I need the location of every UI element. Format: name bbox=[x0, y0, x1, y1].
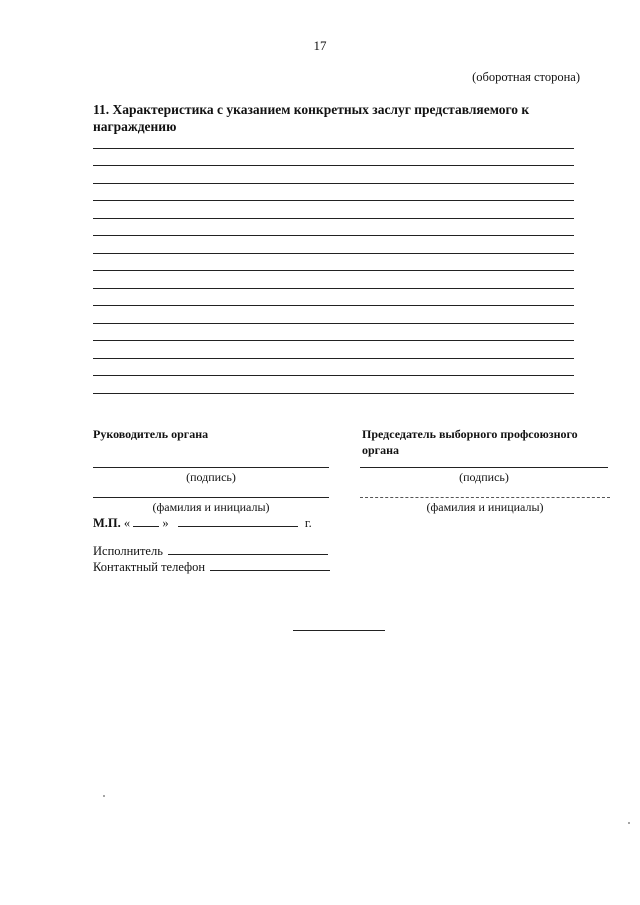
executor-label: Исполнитель bbox=[93, 544, 163, 558]
end-separator-line bbox=[293, 630, 385, 631]
phone-field[interactable] bbox=[210, 559, 330, 571]
writing-line bbox=[93, 218, 574, 219]
head-of-body-heading: Руководитель органа bbox=[93, 427, 209, 441]
side-note: (оборотная сторона) bbox=[472, 70, 580, 84]
writing-line bbox=[93, 358, 574, 359]
right-name-caption: (фамилия и инициалы) bbox=[426, 500, 544, 514]
scan-speck bbox=[103, 795, 105, 797]
writing-line bbox=[93, 253, 574, 254]
right-signature-line[interactable] bbox=[360, 467, 608, 468]
stamp-date-row bbox=[93, 515, 312, 531]
year-suffix: г. bbox=[304, 516, 312, 530]
section-title: 11. Характеристика с указанием конкретных заслуг представляемого к награждению bbox=[93, 102, 530, 134]
writing-line bbox=[93, 340, 574, 341]
writing-line bbox=[93, 375, 574, 376]
writing-line bbox=[93, 200, 574, 201]
writing-line bbox=[93, 235, 574, 236]
day-field[interactable] bbox=[133, 515, 159, 527]
writing-line bbox=[93, 270, 574, 271]
date-close-quote: » bbox=[162, 516, 169, 530]
writing-line bbox=[93, 183, 574, 184]
left-signature-line[interactable] bbox=[93, 467, 329, 468]
right-signature-caption: (подпись) bbox=[459, 470, 509, 484]
writing-line bbox=[93, 288, 574, 289]
union-chair-heading: Председатель выборного профсоюзного органа bbox=[362, 427, 578, 457]
writing-line bbox=[93, 165, 574, 166]
month-field[interactable] bbox=[178, 515, 298, 527]
writing-line bbox=[93, 148, 574, 149]
executor-row bbox=[93, 543, 328, 559]
stamp-label: М.П. bbox=[93, 516, 121, 530]
writing-line bbox=[93, 323, 574, 324]
writing-line bbox=[93, 393, 574, 394]
writing-line bbox=[93, 305, 574, 306]
left-signature-caption: (подпись) bbox=[186, 470, 236, 484]
right-name-line[interactable] bbox=[360, 497, 610, 498]
page-number: 17 bbox=[313, 38, 327, 53]
date-open-quote: « bbox=[123, 516, 131, 530]
phone-row bbox=[93, 559, 330, 575]
executor-field[interactable] bbox=[168, 543, 328, 555]
left-name-line[interactable] bbox=[93, 497, 329, 498]
scan-speck bbox=[628, 822, 630, 824]
phone-label: Контактный телефон bbox=[93, 560, 206, 574]
left-name-caption: (фамилия и инициалы) bbox=[152, 500, 270, 514]
